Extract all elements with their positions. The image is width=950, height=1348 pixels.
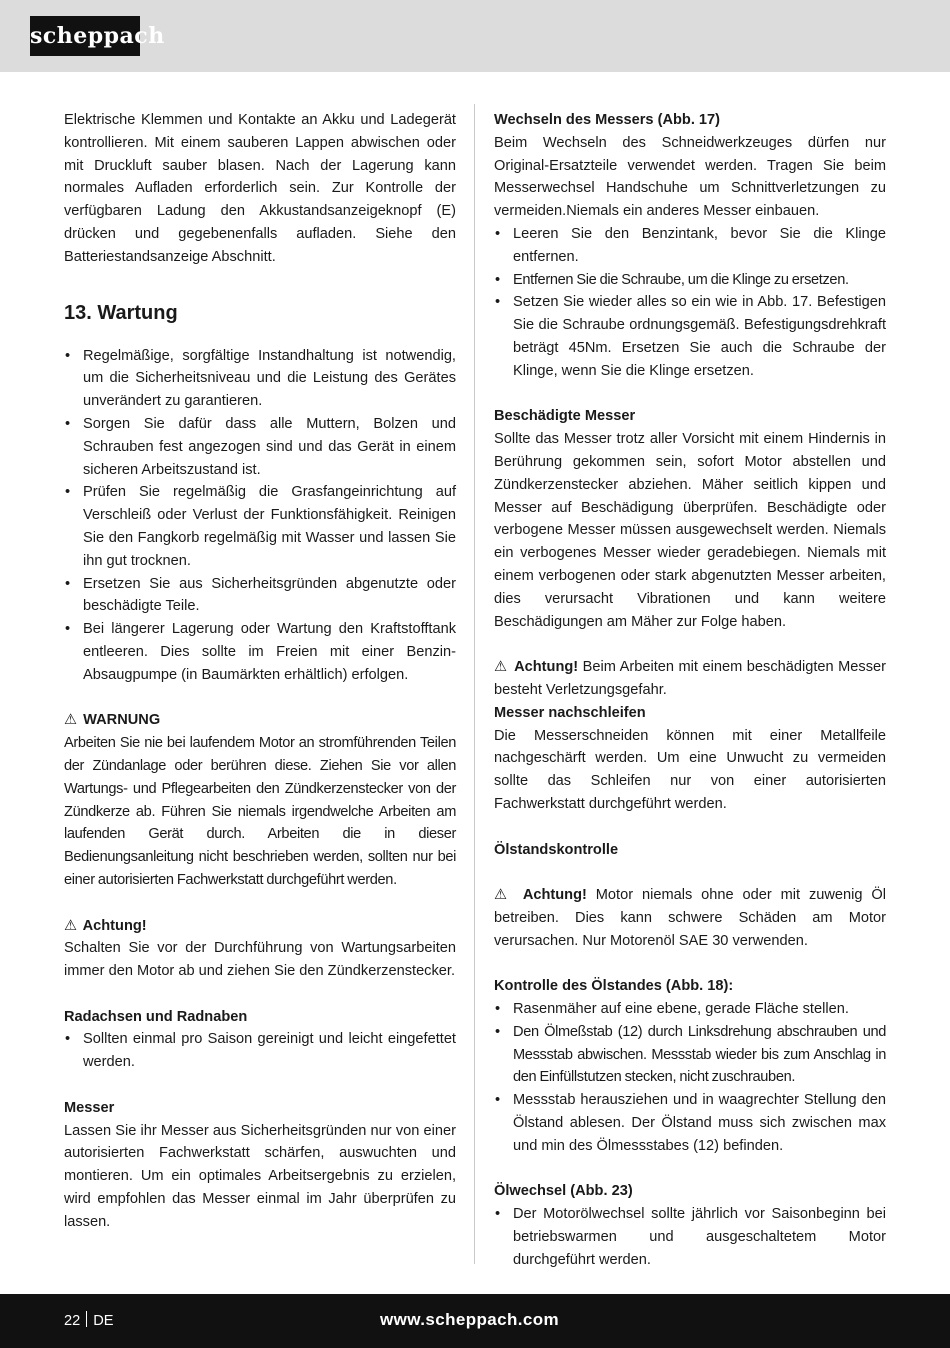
blade-caution-text: Beim Arbeiten mit einem beschädigten Messer besteht Verletzungsgefahr. — [494, 659, 886, 698]
separator — [86, 1311, 87, 1327]
oil-caution — [494, 884, 886, 952]
warning-triangle-icon: ⚠ — [494, 887, 512, 904]
warning-heading — [64, 709, 456, 732]
list-item: • Sollten einmal pro Saison gereinigt und leicht eingefettet werden. — [64, 1028, 456, 1074]
damaged-blade-text: Sollte das Messer trotz aller Vorsicht mit einem Hindernis in Berührung gekommen sein, sofort Motor abstellen und Zündkerzenstecker abziehen. Mäher seitlich kippen und Messer auf Beschädigung überprüfen. Beschädigte oder verbogene Messer müssen ausgewechselt werden. Niemals ein verbogenes Messer wieder geradebiegen. Niemals mit einem verbogenen oder stark abgenutzten Messer arbeiten, dies verursacht Vibrationen und kann weitere Beschädigungen am Mäher zur Folge haben. — [494, 431, 886, 630]
caution-title: Achtung! — [82, 917, 147, 934]
oil-change-list — [494, 1203, 886, 1271]
blade-text: Lassen Sie ihr Messer aus Sicherheitsgründen nur von einer autorisierten Fachwerkstatt schärfen, auswuchten und montieren. Um ein optimales Arbeitsergebnis zu erzielen, wird empfohlen das Messer einmal im Jahr überprüfen zu lassen. — [64, 1122, 456, 1230]
blade-caution-title: Achtung! — [514, 659, 579, 676]
sharpen-heading: Messer nachschleifen — [494, 704, 646, 721]
column-divider — [474, 104, 475, 1264]
warning-text: Arbeiten Sie nie bei laufendem Motor an stromführenden Teilen der Zündanlage oder berühren diese. Ziehen Sie vor allen Wartungs- und Pflegearbeiten den Zündkerzenstecker von der Zündkerze ab. Führen Sie niemals irgendwelche Arbeiten am laufenden Gerät durch. Arbeiten die in dieser Bedienungsanleitung nicht beschrieben werden, sollten nur bei einer autorisierten Fachwerkstatt durchgeführt werden. — [64, 735, 456, 888]
list-item: • Ersetzen Sie aus Sicherheitsgründen abgenutzte oder beschädigte Teile. — [64, 573, 456, 619]
change-blade-heading: Wechseln des Messers (Abb. 17) — [494, 112, 721, 128]
oil-check-list — [494, 998, 886, 1158]
caution-heading — [64, 915, 456, 938]
axles-heading: Radachsen und Radnaben — [64, 1008, 248, 1025]
list-item: • Regelmäßige, sorgfältige Instandhaltung ist notwendig, um die Sicherheitsniveau und die Leistung des Gerätes unverändert zu garantieren. — [64, 345, 456, 413]
list-item: • Den Ölmeßstab (12) durch Linksdrehung abschrauben und Messstab abwischen. Messstab wieder bis zum Anschlag in den Einfüllstutzen stecken, nicht zuschrauben. — [494, 1021, 886, 1089]
oil-change-heading: Ölwechsel (Abb. 23) — [494, 1183, 633, 1200]
list-item: • Rasenmäher auf eine ebene, gerade Fläche stellen. — [494, 998, 886, 1021]
warning-triangle-icon: ⚠ — [494, 659, 508, 676]
page-number-block — [64, 1310, 114, 1332]
page-header — [0, 0, 950, 72]
oil-check-heading: Kontrolle des Ölstandes (Abb. 18): — [494, 978, 734, 995]
oil-caution-text: Motor niemals ohne oder mit zuwenig Öl betreiben. Dies kann schwere Schäden am Motor verursachen. Nur Motorenöl SAE 30 verwenden. — [494, 887, 886, 949]
warning-triangle-icon: ⚠ — [64, 917, 78, 934]
damaged-blade-heading: Beschädigte Messer — [494, 408, 636, 425]
website-url: www.scheppach.com — [380, 1310, 560, 1329]
language-code: DE — [93, 1313, 114, 1329]
list-item: • Leeren Sie den Benzintank, bevor Sie die Klinge entfernen. — [494, 223, 886, 269]
axles-list — [64, 1028, 456, 1074]
list-item: • Der Motorölwechsel sollte jährlich vor Saisonbeginn bei betriebswarmen und ausgeschaltetem Motor durchgeführt werden. — [494, 1203, 886, 1271]
change-blade-text: Beim Wechseln des Schneidwerkzeuges dürfen nur Original-Ersatzteile verwendet werden. Tragen Sie beim Messerwechsel Handschuhe um Schnittverletzungen zu vermeiden.Niemals ein anderes Messer einbauen. — [494, 134, 886, 220]
page-number: 22 — [64, 1313, 81, 1329]
left-column — [64, 109, 456, 1234]
list-item: • Messstab herausziehen und in waagrechter Stellung den Ölstand ablesen. Der Ölstand muss sich zwischen max und min des Ölmessstabes (12) befinden. — [494, 1089, 886, 1157]
scheppach-logo: scheppach — [30, 16, 140, 56]
right-column — [494, 109, 886, 1272]
change-blade-list — [494, 223, 886, 383]
list-item: • Sorgen Sie dafür dass alle Muttern, Bolzen und Schrauben fest angezogen sind und das Gerät in einem sicheren Arbeitszustand ist. — [64, 413, 456, 481]
list-item: • Bei längerer Lagerung oder Wartung den Kraftstofftank entleeren. Dies sollte im Freien mit einer Benzin-Absaugpumpe (in Baumärkten erhältlich) erfolgen. — [64, 618, 456, 686]
warning-triangle-icon: ⚠ — [64, 712, 78, 729]
page-footer — [0, 1294, 950, 1348]
section-title-wartung: 13. Wartung — [64, 301, 178, 324]
intro-paragraph: Elektrische Klemmen und Kontakte an Akku und Ladegerät kontrollieren. Mit einem sauberen Lappen abwischen oder mit Druckluft sauber blasen. Nach der Lagerung kann normales Aufladen erforderlich sein. Zur Kontrolle der verfügbaren Ladung den Akkustandsanzeigeknopf (E) drücken und gegebenenfalls aufladen. Siehe den Batteriestandsanzeige Abschnitt. — [64, 112, 456, 265]
list-item: • Setzen Sie wieder alles so ein wie in Abb. 17. Befestigen Sie die Schraube ordnungsgemäß. Befestigungsdrehkraft beträgt 45Nm. Ersetzen Sie auch die Schraube der Klinge, wenn Sie die Klinge ersetzen. — [494, 291, 886, 382]
caution-text: Schalten Sie vor der Durchführung von Wartungsarbeiten immer den Motor ab und ziehen Sie den Zündkerzenstecker. — [64, 940, 456, 980]
maintenance-list — [64, 345, 456, 687]
sharpen-text: Die Messerschneiden können mit einer Metallfeile nachgeschärft werden. Um eine Unwucht zu vermeiden sollte das Schleifen nur von einer autorisierten Fachwerkstatt durchgeführt werden. — [494, 727, 886, 812]
oil-caution-title: Achtung! — [522, 887, 587, 904]
blade-caution — [494, 656, 886, 702]
oil-level-heading: Ölstandskontrolle — [494, 841, 619, 858]
list-item: • Entfernen Sie die Schraube, um die Klinge zu ersetzen. — [494, 269, 886, 292]
warning-title: WARNUNG — [83, 712, 161, 729]
list-item: • Prüfen Sie regelmäßig die Grasfangeinrichtung auf Verschleiß oder Verlust der Funktionsfähigkeit. Reinigen Sie den Fangkorb regelmäßig mit Wasser und lassen Sie ihn gut trocknen. — [64, 481, 456, 572]
blade-heading: Messer — [64, 1099, 115, 1116]
